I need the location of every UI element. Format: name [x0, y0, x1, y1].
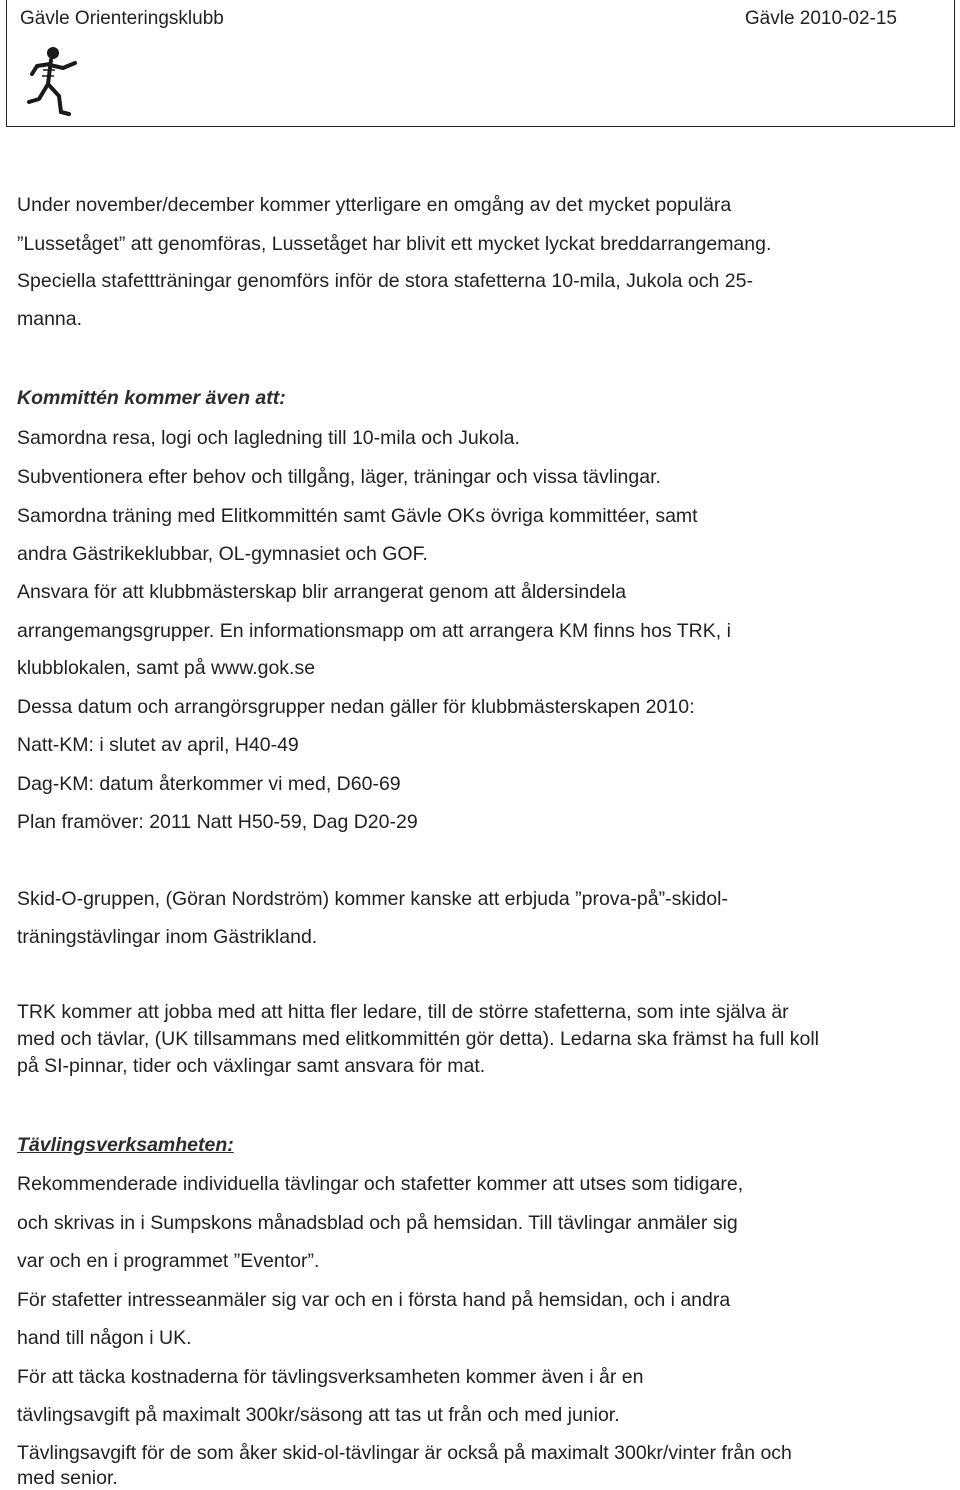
competition-line: tävlingsavgift på maximalt 300kr/säsong att tas ut från och med junior. [17, 1404, 620, 1426]
intro-line: Speciella stafettträningar genomförs inför de stora stafetterna 10-mila, Jukola och 25- [17, 270, 753, 292]
committee-line: Subventionera efter behov och tillgång, läger, träningar och vissa tävlingar. [17, 466, 661, 488]
club-name: Gävle Orienteringsklubb [20, 8, 224, 29]
competition-line: med senior. [17, 1467, 118, 1489]
skid-line: träningstävlingar inom Gästrikland. [17, 926, 318, 948]
competition-line: Tävlingsavgift för de som åker skid-ol-tävlingar är också på maximalt 300kr/vinter från och [17, 1442, 792, 1464]
committee-line: Ansvara för att klubbmästerskap blir arrangerat genom att åldersindela [17, 581, 627, 603]
skid-line: Skid-O-gruppen, (Göran Nordström) kommer kanske att erbjuda ”prova-på”-skidol- [17, 888, 728, 910]
runner-icon [23, 44, 85, 124]
committee-line: Samordna träning med Elitkommittén samt Gävle OKs övriga kommittéer, samt [17, 505, 698, 527]
competition-line: hand till någon i UK. [17, 1327, 192, 1349]
intro-line: manna. [17, 308, 83, 330]
committee-line: andra Gästrikeklubbar, OL-gymnasiet och GOF. [17, 543, 428, 565]
intro-line: ”Lussetåget” att genomföras, Lussetåget har blivit ett mycket lyckat breddarrangemang. [17, 233, 772, 255]
document-date: Gävle 2010-02-15 [744, 8, 897, 29]
committee-line: arrangemangsgrupper. En informationsmapp om att arrangera KM finns hos TRK, i [17, 620, 731, 642]
intro-line: Under november/december kommer ytterligare en omgång av det mycket populära [17, 194, 732, 216]
competition-line: var och en i programmet ”Eventor”. [17, 1250, 320, 1272]
committee-line: Dessa datum och arrangörsgrupper nedan gäller för klubbmästerskapen 2010: [17, 696, 695, 718]
committee-line: Natt-KM: i slutet av april, H40-49 [17, 734, 299, 756]
committee-heading: Kommittén kommer även att: [17, 387, 286, 409]
competition-line: För att täcka kostnaderna för tävlingsverksamheten kommer även i år en [17, 1366, 644, 1388]
competition-heading: Tävlingsverksamheten: [17, 1134, 234, 1156]
committee-line: Samordna resa, logi och lagledning till 10-mila och Jukola. [17, 427, 520, 449]
competition-line: Rekommenderade individuella tävlingar och stafetter kommer att utses som tidigare, [17, 1173, 744, 1195]
competition-line: och skrivas in i Sumpskons månadsblad och på hemsidan. Till tävlingar anmäler sig [17, 1212, 738, 1234]
trk-line: på SI-pinnar, tider och växlingar samt ansvara för mat. [17, 1055, 486, 1077]
letterhead [6, 0, 955, 127]
committee-line: Dag-KM: datum återkommer vi med, D60-69 [17, 773, 401, 795]
trk-line: med och tävlar, (UK tillsammans med elitkommittén gör detta). Ledarna ska främst ha full koll [17, 1028, 819, 1050]
competition-line: För stafetter intresseanmäler sig var och en i första hand på hemsidan, och i andra [17, 1289, 731, 1311]
trk-line: TRK kommer att jobba med att hitta fler ledare, till de större stafetterna, som inte själva är [17, 1001, 789, 1023]
committee-line: klubblokalen, samt på www.gok.se [17, 657, 316, 679]
committee-line: Plan framöver: 2011 Natt H50-59, Dag D20-29 [17, 811, 418, 833]
